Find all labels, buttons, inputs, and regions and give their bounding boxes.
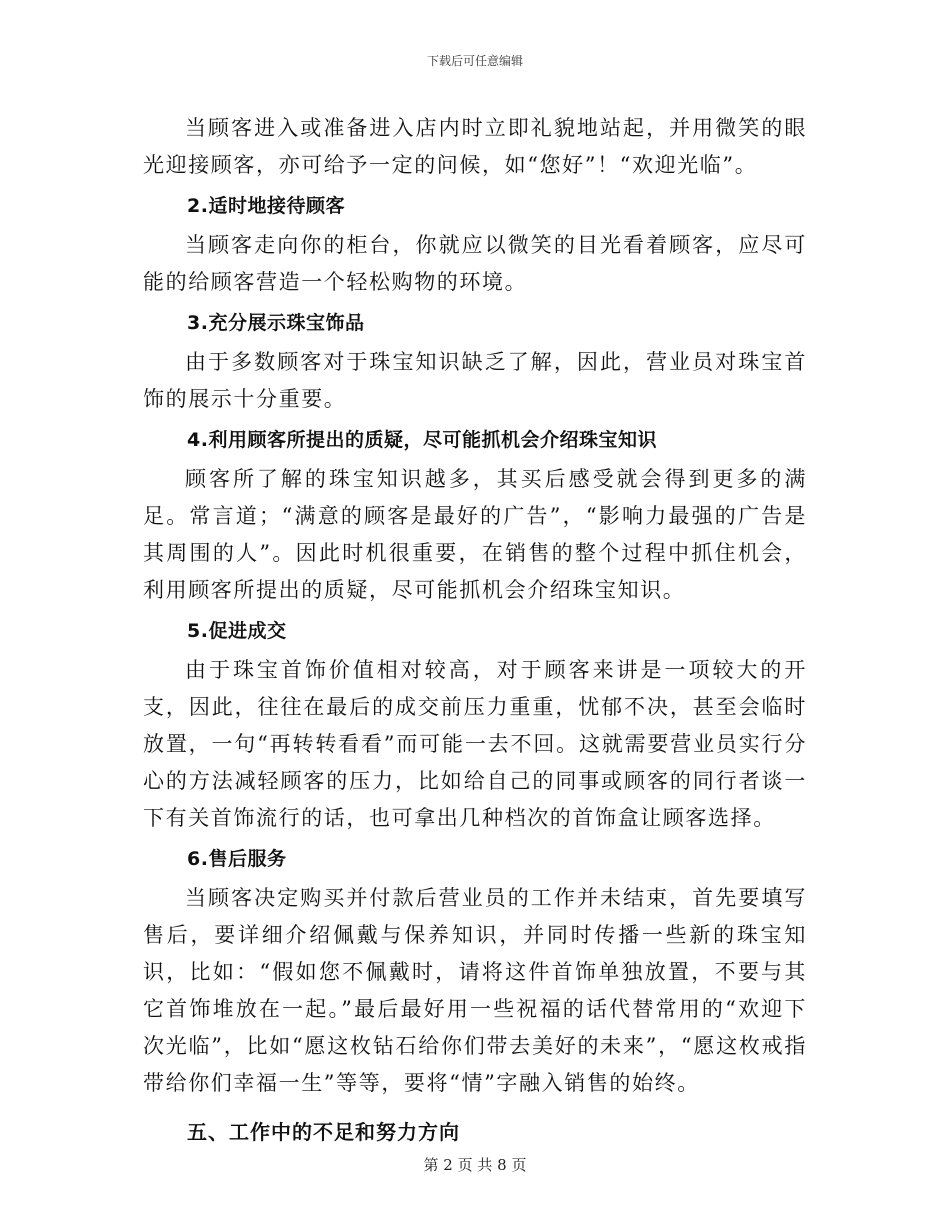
section-heading-6: 6.售后服务 [187,848,287,870]
paragraph-6: 当顾客决定购买并付款后营业员的工作并未结束，首先要填写售后，要详细介绍佩戴与保养知识，并同时传播一些新的珠宝知识，比如：“假如您不佩戴时，请将这件首饰单独放置，不要与其它首饰堆放在一起。”最后最好用一些祝福的话代替常用的“欢迎下次光临”，比如“愿这枚钻石给你们带去美好的未来”，“愿这枚戒指带给你们幸福一生”等等，要将“情”字融入销售的始终。 [143,886,807,1095]
page-number-footer: 第 2 页 共 8 页 [423,1156,527,1174]
section-heading-5: 5.促进成交 [187,620,287,642]
section-heading-2: 2.适时地接待顾客 [187,195,345,217]
paragraph-greeting: 当顾客进入或准备进入店内时立即礼貌地站起，并用微笑的眼光迎接顾客，亦可给予一定的问候，如“您好”！“欢迎光临”。 [143,116,807,177]
section-heading-3: 3.充分展示珠宝饰品 [187,312,365,334]
paragraph-4: 顾客所了解的珠宝知识越多，其买后感受就会得到更多的满足。常言道；“满意的顾客是最好的广告”，“影响力最强的广告是其周围的人”。因此时机很重要，在销售的整个过程中抓住机会，利用顾客所提出的质疑，尽可能抓机会介绍珠宝知识。 [143,467,807,602]
chapter-heading-five: 五、工作中的不足和努力方向 [187,1120,460,1144]
page-header: 下载后可任意编辑 [426,54,523,68]
paragraph-3: 由于多数顾客对于珠宝知识缺乏了解，因此，营业员对珠宝首饰的展示十分重要。 [143,350,807,411]
paragraph-2: 当顾客走向你的柜台，你就应以微笑的目光看着顾客，应尽可能的给顾客营造一个轻松购物的环境。 [143,233,807,294]
section-heading-4: 4.利用顾客所提出的质疑，尽可能抓机会介绍珠宝知识 [187,429,657,451]
paragraph-5: 由于珠宝首饰价值相对较高，对于顾客来讲是一项较大的开支，因此，往往在最后的成交前压力重重，忧郁不决，甚至会临时放置，一句“再转转看看”而可能一去不回。这就需要营业员实行分心的方法减轻顾客的压力，比如给自己的同事或顾客的同行者谈一下有关首饰流行的话，也可拿出几种档次的首饰盒让顾客选择。 [143,658,807,830]
document-body [143,110,807,1153]
